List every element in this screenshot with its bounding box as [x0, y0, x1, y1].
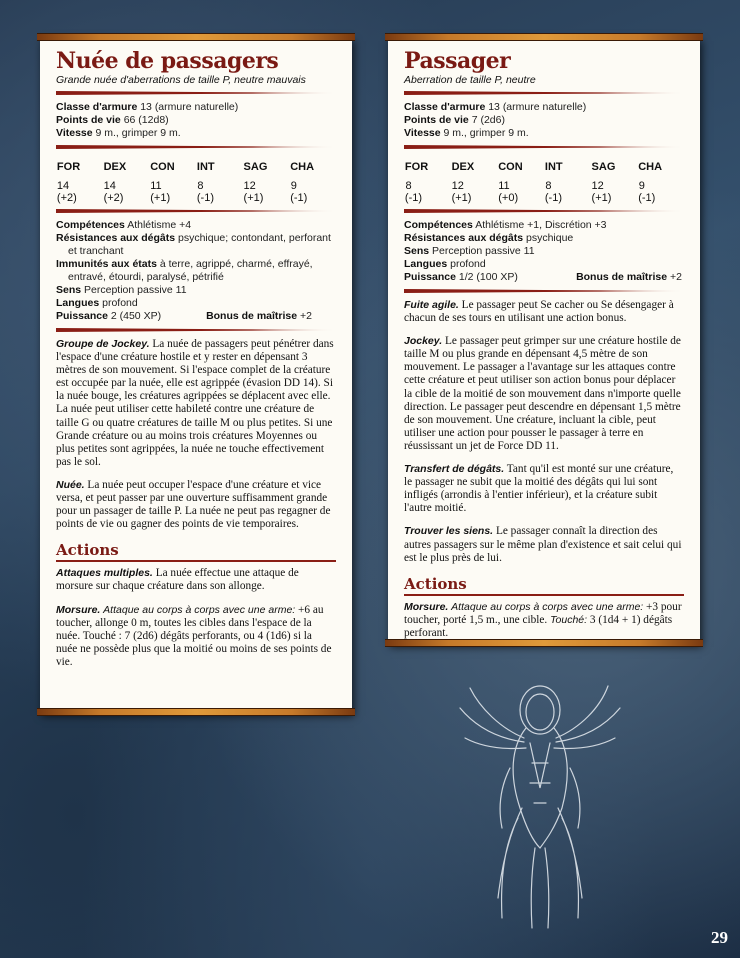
trait-jockey: Jockey. Le passager peut grimper sur une créature hostile de taille M ou plus grande en dépensant 4,5 mètre de son mouvement. Le passager a l'avantage sur les attaques contre cette créature et peut utiliser son action bonus pour déplacer la cible de la moitié de son mouvement dans n'importe quelle direction. Le passager peut descendre en dépensant 1,5 mètre de son mouvement. Une créature, incluant la cible, peut utiliser une action pour pousser le passager à terre en réussissant un jet de Force DD 11. [404, 335, 681, 452]
creature-name: Nuée de passagers [56, 48, 279, 74]
ability-sag: SAG 12 (+1) [591, 161, 616, 204]
divider [56, 560, 336, 562]
ability-for: FOR 14 (+2) [56, 161, 81, 204]
action-bite: Morsure. Attaque au corps à corps avec une arme: +6 au toucher, allonge 0 m, toutes les cibles dans l'espace de la nuée. Touché : 7 (2d6) dégâts perforants, ou 4 (1d6) si la nuée ne possède plus que la moitié ou moins de ses points de vie. [56, 603, 332, 668]
ability-dex: DEX 12 (+1) [451, 161, 475, 204]
speed: Vitesse 9 m., grimper 9 m. [56, 127, 181, 139]
ability-scores [404, 161, 684, 204]
trait-jockey-group: Groupe de Jockey. La nuée de passagers peut pénétrer dans l'espace d'une créature hostile et y rester en dépensant 3 mètres de son mouvement. Si l'espace complet de la créature est occupée par la nuée, elle est agrippée (évasion DD 14). Si la nuée bouge, les créatures agrippées se déplacent avec elle. La nuée peut utiliser cette habileté contre une créature de taille G ou quatre créatures de taille M ou plus petites. Si une Grande créature ou au moins trois créatures Moyennes ou plus petites sont agrippées, la nuée ne touche effectivement pas le sol. [56, 338, 334, 468]
armor-class: Classe d'armure 13 (armure naturelle) [404, 101, 587, 113]
languages: Langues profond [56, 297, 138, 309]
actions-heading: Actions [56, 541, 119, 560]
action-bite: Morsure. Attaque au corps à corps avec une arme: +3 pour toucher, porté 1,5 m., une cible. Touché: 3 (1d4 + 1) dégâts perforant. [404, 600, 682, 639]
creature-type: Aberration de taille P, neutre [404, 74, 536, 86]
ability-sag: SAG 12 (+1) [243, 161, 268, 204]
trait-nimble-escape: Fuite agile. Le passager peut Se cacher ou Se désengager à chacun de ses tours en utilisant une action bonus. [404, 299, 674, 325]
skills: Compétences Athlétisme +4 [56, 219, 192, 231]
actions-heading: Actions [404, 574, 467, 593]
divider [404, 91, 684, 95]
ability-cha: CHA 9 (-1) [290, 161, 315, 204]
stat-block-swarm [40, 37, 352, 712]
action-multiattack: Attaques multiples. La nuée effectue une attaque de morsure sur chaque créature dans son allonge. [56, 567, 299, 593]
trait-find-kin: Trouver les siens. Le passager connaît la direction des autres passagers sur le même plan d'existence et sait celui qui est le plus près de lui. [404, 525, 682, 564]
challenge: Puissance 1/2 (100 XP) Bonus de maîtrise +2 [404, 271, 682, 283]
divider [56, 145, 336, 149]
creature-type: Grande nuée d'aberrations de taille P, neutre mauvais [56, 74, 306, 86]
page-number: 29 [711, 928, 728, 947]
ability-dex: DEX 14 (+2) [103, 161, 127, 204]
creature-sketch-illustration [440, 668, 640, 938]
speed: Vitesse 9 m., grimper 9 m. [404, 127, 529, 139]
ability-int: INT 8 (-1) [544, 161, 563, 204]
ability-scores [56, 161, 336, 204]
damage-resistances: Résistances aux dégâts psychique [404, 232, 574, 244]
condition-immunities: Immunités aux états à terre, agrippé, charmé, effrayé, entravé, étourdi, paralysé, pétrifié [56, 258, 313, 283]
divider [56, 91, 336, 95]
stat-block-passenger [388, 37, 700, 643]
trait-damage-transfer: Transfert de dégâts. Tant qu'il est monté sur une créature, le passager ne subit que la moitié des dégâts qui lui sont infligés (arrondis à l'entier inférieur), et la créature subit l'autre moitié. [404, 463, 674, 515]
creature-name: Passager [404, 48, 511, 74]
divider [56, 328, 336, 332]
hit-points: Points de vie 7 (2d6) [404, 114, 505, 126]
ability-con: CON 11 (+0) [498, 161, 523, 204]
divider [56, 209, 336, 213]
senses: Sens Perception passive 11 [56, 284, 187, 296]
divider [404, 145, 684, 149]
languages: Langues profond [404, 258, 486, 270]
ability-for: FOR 8 (-1) [404, 161, 429, 204]
ability-int: INT 8 (-1) [196, 161, 215, 204]
trait-swarm: Nuée. La nuée peut occuper l'espace d'une créature et vice versa, et peut passer par une ouverture suffisamment grande pour un passager de taille P. La nuée ne peut pas regagner de points de vie ou gagner des points de vie temporaires. [56, 478, 331, 531]
skills: Compétences Athlétisme +1, Discrétion +3 [404, 219, 607, 231]
hit-points: Points de vie 66 (12d8) [56, 114, 169, 126]
ability-cha: CHA 9 (-1) [638, 161, 663, 204]
challenge: Puissance 2 (450 XP) Bonus de maîtrise +2 [56, 310, 312, 322]
divider [404, 209, 684, 213]
damage-resistances: Résistances aux dégâts psychique; contondant, perforant et tranchant [56, 232, 331, 257]
divider [404, 289, 684, 293]
senses: Sens Perception passive 11 [404, 245, 535, 257]
divider [404, 594, 684, 596]
armor-class: Classe d'armure 13 (armure naturelle) [56, 101, 239, 113]
ability-con: CON 11 (+1) [150, 161, 175, 204]
